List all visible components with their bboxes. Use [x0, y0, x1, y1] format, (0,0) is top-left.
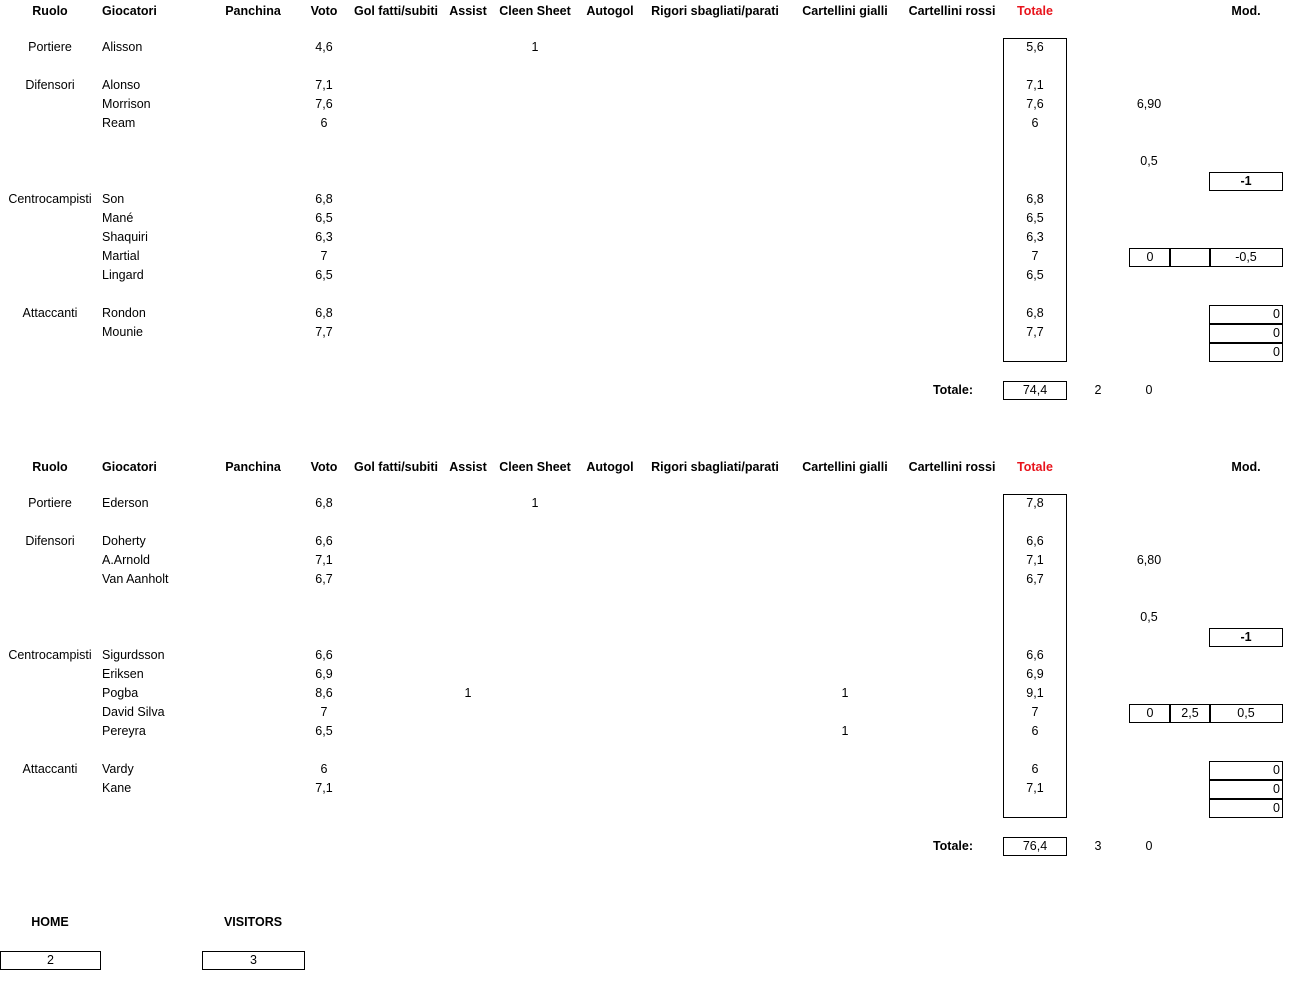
player-voto: 6,7	[315, 572, 333, 586]
player-name: Morrison	[102, 97, 151, 111]
player-voto: 6,8	[315, 192, 333, 206]
header-totale: Totale	[1017, 460, 1053, 474]
header-panchina: Panchina	[225, 4, 281, 18]
player-name: A.Arnold	[102, 553, 150, 567]
header-rigori: Rigori sbagliati/parati	[651, 4, 779, 18]
player-totale: 6,8	[1026, 192, 1044, 206]
mod-defense-cell[interactable]: -1	[1209, 628, 1283, 647]
player-name: Eriksen	[102, 667, 144, 681]
visitors-label: VISITORS	[223, 915, 283, 929]
role-portiere: Portiere	[28, 40, 72, 54]
header-gialli: Cartellini gialli	[802, 4, 888, 18]
player-totale: 6	[1031, 762, 1039, 776]
totale-label: Totale:	[932, 839, 973, 853]
att-mod-cell-1[interactable]: 0	[1209, 761, 1283, 780]
header-assist: Assist	[449, 4, 487, 18]
mid-mod-cell-3[interactable]: -0,5	[1209, 248, 1283, 267]
player-voto: 7,1	[315, 78, 333, 92]
player-name: Vardy	[102, 762, 134, 776]
header-autogol: Autogol	[586, 460, 634, 474]
header-giocatori: Giocatori	[102, 4, 157, 18]
team-total[interactable]: 76,4	[1003, 837, 1067, 856]
role-difensori: Difensori	[25, 534, 75, 548]
player-name: Shaquiri	[102, 230, 148, 244]
player-voto: 6,6	[315, 534, 333, 548]
home-label: HOME	[31, 915, 69, 929]
totale-column-box	[1003, 38, 1067, 362]
header-gol: Gol fatti/subiti	[353, 460, 439, 474]
player-name: Rondon	[102, 306, 146, 320]
header-gialli: Cartellini gialli	[802, 460, 888, 474]
defense-average: 6,80	[1136, 553, 1162, 567]
player-name: Son	[102, 192, 125, 206]
player-voto: 7,1	[315, 781, 333, 795]
header-assist: Assist	[449, 460, 487, 474]
player-totale: 5,6	[1026, 40, 1044, 54]
player-totale: 7	[1031, 249, 1039, 263]
header-gol: Gol fatti/subiti	[353, 4, 439, 18]
player-assist: 1	[464, 686, 472, 700]
player-name: Alisson	[102, 40, 143, 54]
home-score[interactable]: 2	[0, 951, 101, 970]
mid-mod-cell-1[interactable]: 0	[1129, 248, 1171, 267]
player-name: Van Aanholt	[102, 572, 169, 586]
mod-defense-cell[interactable]: -1	[1209, 172, 1283, 191]
visitors-score[interactable]: 3	[202, 951, 305, 970]
header-mod: Mod.	[1231, 460, 1261, 474]
player-voto: 6,5	[315, 268, 333, 282]
role-attaccanti: Attaccanti	[22, 306, 78, 320]
att-mod-cell-2[interactable]: 0	[1209, 780, 1283, 799]
role-centrocampisti: Centrocampisti	[8, 648, 92, 662]
player-totale: 7,7	[1026, 325, 1044, 339]
team-goals: 2	[1094, 383, 1102, 397]
mid-mod-cell-2[interactable]: 2,5	[1169, 704, 1211, 723]
player-name: Pereyra	[102, 724, 146, 738]
mid-mod-cell-2[interactable]	[1169, 248, 1211, 267]
header-giocatori: Giocatori	[102, 460, 157, 474]
header-panchina: Panchina	[225, 460, 281, 474]
totale-column-box	[1003, 494, 1067, 818]
header-clean: Cleen Sheet	[499, 460, 571, 474]
player-voto: 7	[320, 705, 328, 719]
team-extra: 0	[1145, 383, 1153, 397]
player-totale: 7,1	[1026, 78, 1044, 92]
player-clean-sheet: 1	[531, 496, 539, 510]
player-voto: 6,5	[315, 724, 333, 738]
header-totale: Totale	[1017, 4, 1053, 18]
player-totale: 6,3	[1026, 230, 1044, 244]
header-ruolo: Ruolo	[32, 460, 68, 474]
player-yellow-cards: 1	[841, 686, 849, 700]
header-mod: Mod.	[1231, 4, 1261, 18]
player-totale: 7,8	[1026, 496, 1044, 510]
defense-bonus: 0,5	[1140, 154, 1158, 168]
defense-bonus: 0,5	[1140, 610, 1158, 624]
header-voto: Voto	[310, 4, 338, 18]
player-name: Mounie	[102, 325, 143, 339]
role-attaccanti: Attaccanti	[22, 762, 78, 776]
defense-average: 6,90	[1136, 97, 1162, 111]
player-yellow-cards: 1	[841, 724, 849, 738]
player-voto: 6,5	[315, 211, 333, 225]
att-mod-cell-3[interactable]: 0	[1209, 343, 1283, 362]
totale-label: Totale:	[932, 383, 973, 397]
player-name: Doherty	[102, 534, 146, 548]
att-mod-cell-3[interactable]: 0	[1209, 799, 1283, 818]
player-totale: 7,1	[1026, 553, 1044, 567]
header-rossi: Cartellini rossi	[908, 4, 996, 18]
player-voto: 7,7	[315, 325, 333, 339]
player-name: Mané	[102, 211, 134, 225]
player-name: Martial	[102, 249, 140, 263]
header-rigori: Rigori sbagliati/parati	[651, 460, 779, 474]
player-voto: 6,3	[315, 230, 333, 244]
team-goals: 3	[1094, 839, 1102, 853]
player-totale: 6	[1031, 724, 1039, 738]
player-name: Ream	[102, 116, 136, 130]
role-centrocampisti: Centrocampisti	[8, 192, 92, 206]
role-portiere: Portiere	[28, 496, 72, 510]
header-voto: Voto	[310, 460, 338, 474]
header-clean: Cleen Sheet	[499, 4, 571, 18]
mid-mod-cell-1[interactable]: 0	[1129, 704, 1171, 723]
player-voto: 6,9	[315, 667, 333, 681]
role-difensori: Difensori	[25, 78, 75, 92]
header-rossi: Cartellini rossi	[908, 460, 996, 474]
player-totale: 9,1	[1026, 686, 1044, 700]
player-totale: 6,8	[1026, 306, 1044, 320]
player-name: Pogba	[102, 686, 139, 700]
player-totale: 7,1	[1026, 781, 1044, 795]
player-name: Alonso	[102, 78, 141, 92]
header-autogol: Autogol	[586, 4, 634, 18]
player-totale: 6,6	[1026, 648, 1044, 662]
player-voto: 6,6	[315, 648, 333, 662]
team-extra: 0	[1145, 839, 1153, 853]
player-name: Sigurdsson	[102, 648, 165, 662]
player-name: Kane	[102, 781, 132, 795]
team-total[interactable]: 74,4	[1003, 381, 1067, 400]
player-clean-sheet: 1	[531, 40, 539, 54]
header-ruolo: Ruolo	[32, 4, 68, 18]
player-name: Lingard	[102, 268, 144, 282]
player-voto: 6,8	[315, 496, 333, 510]
player-voto: 7	[320, 249, 328, 263]
player-name: David Silva	[102, 705, 165, 719]
player-voto: 4,6	[315, 40, 333, 54]
player-name: Ederson	[102, 496, 149, 510]
att-mod-cell-1[interactable]: 0	[1209, 305, 1283, 324]
player-voto: 6	[320, 762, 328, 776]
player-totale: 7	[1031, 705, 1039, 719]
player-voto: 8,6	[315, 686, 333, 700]
player-totale: 6	[1031, 116, 1039, 130]
player-voto: 6	[320, 116, 328, 130]
att-mod-cell-2[interactable]: 0	[1209, 324, 1283, 343]
player-totale: 6,6	[1026, 534, 1044, 548]
player-voto: 6,8	[315, 306, 333, 320]
player-voto: 7,1	[315, 553, 333, 567]
player-totale: 7,6	[1026, 97, 1044, 111]
player-voto: 7,6	[315, 97, 333, 111]
player-totale: 6,9	[1026, 667, 1044, 681]
player-totale: 6,7	[1026, 572, 1044, 586]
player-totale: 6,5	[1026, 211, 1044, 225]
player-totale: 6,5	[1026, 268, 1044, 282]
mid-mod-cell-3[interactable]: 0,5	[1209, 704, 1283, 723]
